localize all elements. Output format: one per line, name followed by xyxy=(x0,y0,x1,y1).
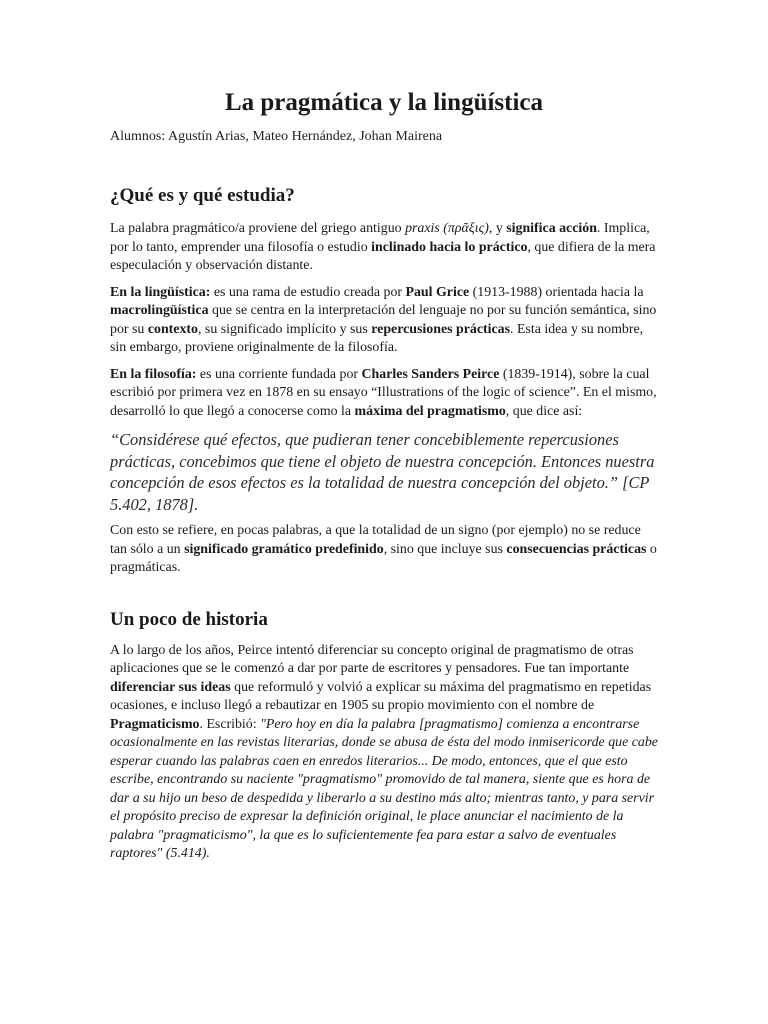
text-run: , que difiera de la mera especulación y observación distante. xyxy=(110,239,656,273)
text-run: La palabra pragmático/a proviene del griego antiguo xyxy=(110,221,406,236)
bold-term: Pragmaticismo xyxy=(110,716,200,732)
text-run: . Esta idea y su nombre, sin embargo, proviene originalmente de la filosofía. xyxy=(110,321,644,355)
bold-term: inclinado hacia lo práctico xyxy=(371,239,528,255)
bold-term: significado gramático predefinido xyxy=(184,541,384,557)
bold-term: macrolingüística xyxy=(110,303,209,318)
paragraph-lead: En la lingüística: xyxy=(110,284,211,300)
text-run: , sino que incluye sus xyxy=(383,541,507,557)
paragraph-filosofia xyxy=(110,366,658,422)
text-run: que se centra en la interpretación del lenguaje no por su función semántica, sino por su xyxy=(110,303,657,337)
paragraph-lead: En la filosofía: xyxy=(110,366,197,382)
bold-term: diferenciar sus ideas xyxy=(110,679,231,695)
document-title: La pragmática y la lingüística xyxy=(224,89,544,116)
text-run: . Implica, por lo tanto, emprender una filosofía o estudio xyxy=(110,221,650,255)
text-run: Con esto se refiere, en pocas palabras, a que la totalidad de un signo (por ejemplo) no se reduce tan sólo a un xyxy=(110,523,641,557)
text-run: A lo largo de los años, Peirce intentó diferenciar su concepto original de pragmatismo de otras aplicaciones que se le comenzó a dar por parte de escritores y pensadores. Fue tan importante xyxy=(110,642,634,676)
text-run: (1839-1914), sobre la cual escribió por primera vez en 1878 en su ensayo “Illustrations of the logic of science”. En el mismo, desarrolló lo que llegó a conocerse como la xyxy=(110,366,657,419)
authors-line: Alumnos: Agustín Arias, Mateo Hernández, Johan Mairena xyxy=(110,129,443,144)
section-heading-historia: Un poco de historia xyxy=(110,608,268,630)
paragraph-definicion xyxy=(110,220,658,276)
bold-term: máxima del pragmatismo xyxy=(354,403,506,419)
text-run: , que dice así: xyxy=(505,403,583,419)
text-run: (1913-1988) orientada hacia la xyxy=(469,284,644,300)
text-run: es una rama de estudio creada por xyxy=(210,284,406,300)
bold-term: Charles Sanders Peirce xyxy=(361,366,500,382)
text-run: , y xyxy=(488,221,507,236)
text-run: que reformuló y volvió a explicar su máxima del pragmatismo en repetidas ocasiones, e incluso llegó a rebautizar en 1905 su propio movimiento con el nombre de xyxy=(110,679,652,713)
document-body xyxy=(110,86,658,864)
paragraph-linguistica xyxy=(110,284,658,358)
text-run: es una corriente fundada por xyxy=(196,366,362,382)
text-run: . Escribió: xyxy=(199,716,261,732)
bold-term: contexto xyxy=(147,321,198,337)
bold-term: Paul Grice xyxy=(405,284,470,300)
term-praxis: praxis (πρᾶξις) xyxy=(405,221,489,236)
bold-term: repercusiones prácticas xyxy=(371,321,510,337)
text-run: o pragmáticas. xyxy=(110,541,657,575)
paragraph-historia xyxy=(110,642,658,864)
bold-term: significa acción xyxy=(506,221,597,236)
block-quote: “Considérese qué efectos, que pudieran tener concebiblemente repercusiones prácticas, concebimos que tiene el objeto de nuestra concepción. Entonces nuestra concepción de esos efectos es la totalidad de nuestra concepción del objeto.” [CP 5.402, 1878]. xyxy=(110,430,655,514)
section-heading-que-es: ¿Qué es y qué estudia? xyxy=(110,185,295,206)
text-run: , su significado implícito y sus xyxy=(197,321,372,337)
inline-quote: "Pero hoy en día la palabra [pragmatismo] comienza a encontrarse ocasionalmente en las revistas literarias, donde se abusa de ésta del modo inmisericorde que cabe esperar cuando las palabras caen en enredos literarios... De modo, entonces, que el que esto escribe, encontrando su naciente "pragmatismo" promovido de tal manera, siente que es hora de dar a su hijo un beso de despedida y liberarlo a su destino más alto; mientras tanto, y para servir el propósito preciso de expresar la definición original, le place anunciar el nacimiento de la palabra "pragmaticismo", la que es lo suficientemente fea para estar a salvo de eventuales raptores" (5.414). xyxy=(110,716,658,861)
bold-term: consecuencias prácticas xyxy=(506,541,647,557)
paragraph-conclusion xyxy=(110,522,658,578)
